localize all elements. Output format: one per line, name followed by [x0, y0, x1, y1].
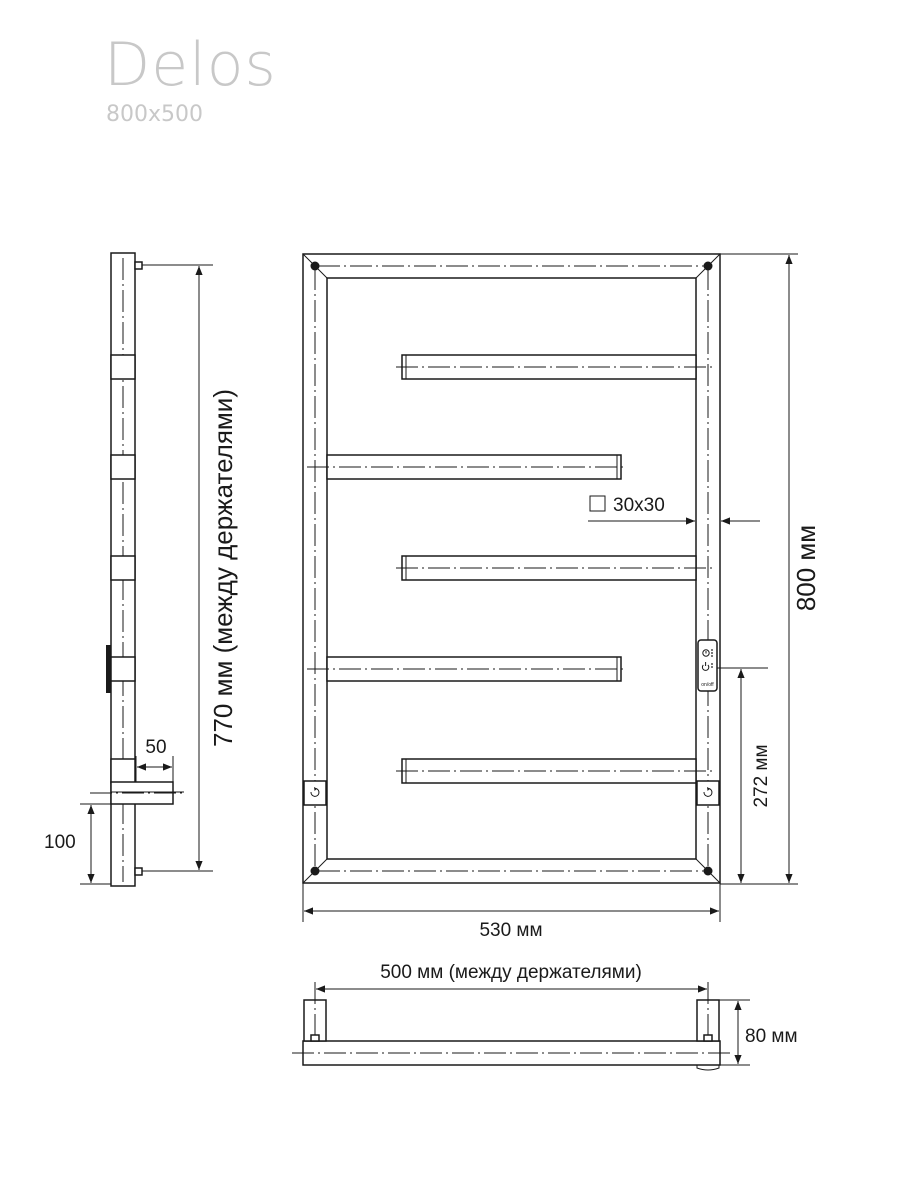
holder-bottom-left [311, 867, 320, 876]
rail-1 [396, 355, 716, 379]
side-view-control-box [106, 645, 111, 693]
control-panel [698, 640, 717, 691]
top-view-holder-left [311, 1035, 319, 1041]
dimension-50 [136, 737, 173, 782]
top-view [292, 982, 732, 1070]
power-connector-left-icon [304, 781, 326, 805]
dimension-530-label: 530 мм [479, 920, 543, 941]
dimension-272-label: 272 мм [751, 744, 772, 808]
side-view-bar-2 [111, 455, 135, 479]
side-view [90, 253, 184, 886]
power-connector-right-icon [697, 781, 719, 805]
dimension-800-label: 800 мм [791, 524, 821, 612]
page-title: Delos [104, 30, 277, 100]
rail-4 [307, 657, 626, 681]
side-view-bar-3 [111, 556, 135, 580]
settings-dots-icon [711, 649, 713, 657]
dimension-100 [44, 804, 111, 884]
holder-bottom-right [704, 867, 713, 876]
top-view-holder-right [704, 1035, 712, 1041]
dimension-100-label: 100 [44, 832, 76, 853]
dimension-500-label: 500 мм (между держателями) [380, 962, 642, 983]
rail-3 [396, 556, 716, 580]
dimension-500 [316, 962, 707, 989]
dimension-80-label: 80 мм [745, 1026, 798, 1047]
dimension-80 [719, 1000, 798, 1065]
dimension-30x30-label: 30x30 [613, 495, 665, 516]
rail-2 [307, 455, 626, 479]
dimension-770 [142, 265, 238, 871]
control-panel-label: on/off [701, 682, 714, 688]
holder-top-left [311, 262, 320, 271]
dimension-50-label: 50 [145, 737, 167, 758]
dimension-272 [717, 668, 772, 883]
side-view-bar-4 [111, 657, 135, 681]
side-view-bar-5 [111, 759, 135, 783]
dimension-770-label: 770 мм (между держателями) [208, 389, 238, 747]
front-view [303, 254, 720, 883]
page-subtitle: 800x500 [106, 102, 204, 127]
holder-top-right [704, 262, 713, 271]
side-view-holder-top [135, 262, 142, 269]
rail-5 [396, 759, 716, 783]
side-view-bar-1 [111, 355, 135, 379]
side-view-holder-bottom [135, 868, 142, 875]
dimension-530 [303, 883, 720, 941]
